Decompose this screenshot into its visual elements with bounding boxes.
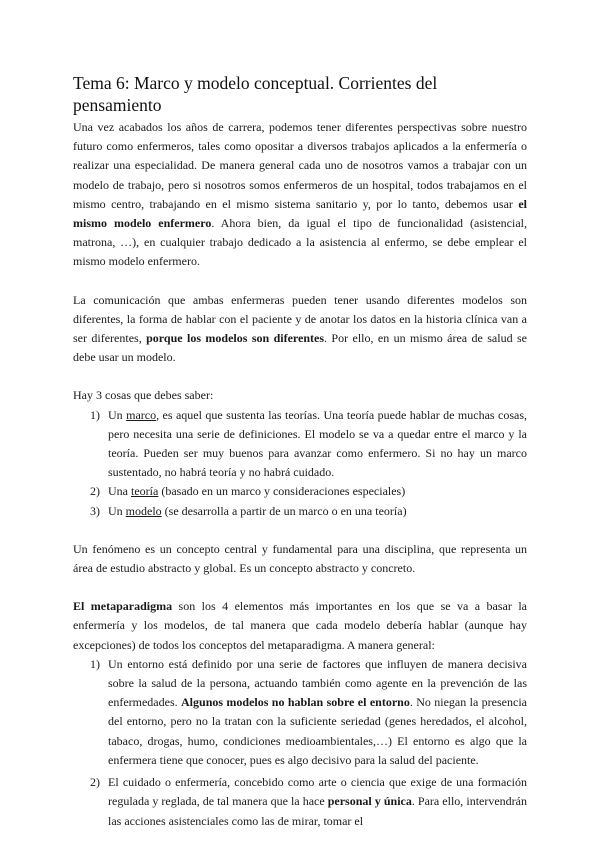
paragraph-phenomenon: Un fenómeno es un concepto central y fundamental para una disciplina, que representa un área de estudio abstracto y global. Es un concepto abstracto y concreto. — [73, 541, 527, 576]
paragraph-communication: La comunicación que ambas enfermeras pueden tener usando diferentes modelos son diferentes, la forma de hablar con el paciente y de anotar los datos en la historia clínica van a ser diferentes, porque los modelos son diferentes. Por ello, en un mismo área de salud se debe usar un modelo. — [73, 292, 527, 365]
bold-phrase: personal y única — [327, 794, 412, 809]
underlined-term: modelo — [125, 503, 162, 518]
list-item: 3) Un modelo (se desarrolla a partir de un marco o en una teoría) — [90, 503, 407, 518]
list-item: 1) Un entorno está definido por una serie de factores que influyen de manera decisiva sobre la salud de la persona, actuando también como agente en la prevención de las enfermedades. Algunos modelos no hablan sobre el entorno. No niegan la presencia del entorno, pero no la tratan con la suficiente seriedad (genes heredados, el alcohol, tabaco, drogas, humo, condiciones medioambientales,…) El entorno es algo que la enfermera tiene que conocer, pues es algo decisivo para la salud del paciente. — [90, 656, 527, 767]
metaparadigm-list — [73, 655, 527, 831]
bold-phrase: el mismo modelo enfermero — [73, 196, 527, 231]
list-item: 1) Un marco, es aquel que sustenta las teorías. Una teoría puede hablar de muchas cosas, pero necesita una serie de definiciones. El modelo se va a quedar entre el marco y la teoría. Pueden ser muy buenos para avanzar como enfermero. Si no hay un marco sustentado, no habrá teoría y no habrá cuidado. — [90, 407, 527, 480]
page-title: Tema 6: Marco y modelo conceptual. Corrientes del pensamiento — [73, 73, 438, 115]
paragraph-intro: Una vez acabados los años de carrera, podemos tener diferentes perspectivas sobre nuestro futuro como enfermeros, tales como opositar a diversos trabajos aplicados a la enfermería o realizar una especialidad. De manera general cada uno de nosotros vamos a trabajar con un modelo de trabajo, pero si nosotros somos enfermeros de un hospital, todos trabajamos en el mismo centro, trabajando en el mismo sistema sanitario y, por lo tanto, debemos usar el mismo modelo enfermero. Ahora bien, da igual el tipo de funcionalidad (asistencial, matrona, …), en cualquier trabajo dedicado a la asistencia al enfermo, se debe emplear el mismo modelo enfermero. — [73, 120, 528, 269]
paragraph-three-things: Hay 3 cosas que debes saber: — [73, 388, 214, 403]
underlined-term: marco — [126, 407, 157, 422]
underlined-term: teoría — [131, 484, 159, 499]
paragraph-metaparadigm: El metaparadigma son los 4 elementos más importantes en los que se va a basar la enfermería y los modelos, de tal manera que cada modelo debería hablar (aunque hay excepciones) de todos los conceptos del metaparadigma. A manera general: — [73, 599, 527, 652]
bold-phrase: El metaparadigma — [73, 599, 173, 614]
bold-phrase: Algunos modelos no hablan sobre el entorno — [181, 695, 410, 710]
bold-phrase: porque los modelos son diferentes — [146, 331, 324, 346]
list-item: 2) El cuidado o enfermería, concebido como arte o ciencia que exige de una formación regulada y reglada, de tal manera que la hace personal y única. Para ello, intervendrán las acciones asistenciales como las de mirar, tomar el — [90, 775, 528, 828]
three-things-list — [73, 406, 527, 521]
list-item: 2) Una teoría (basado en un marco y consideraciones especiales) — [90, 484, 406, 499]
